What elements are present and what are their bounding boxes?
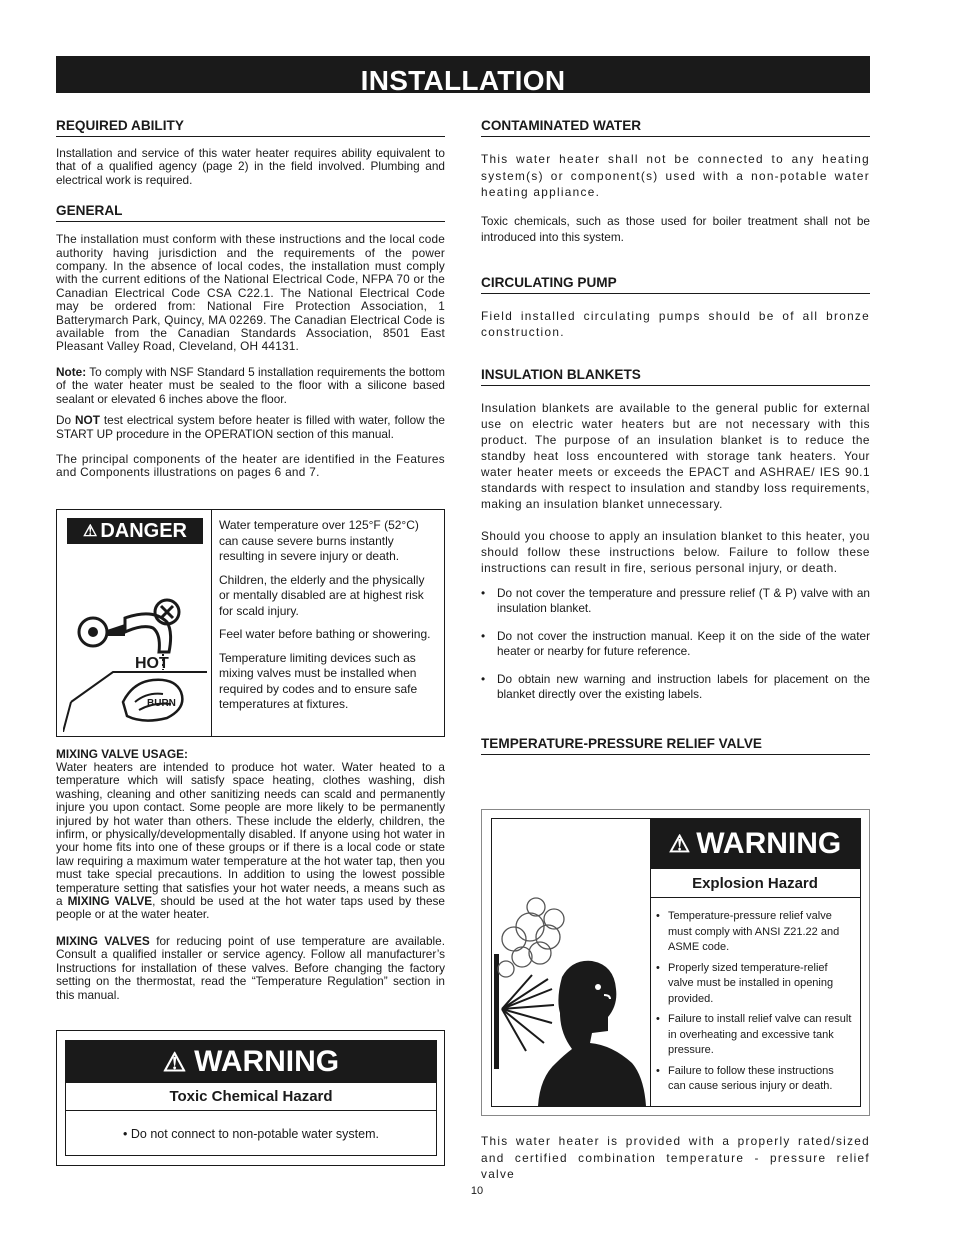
toxic-warning-label: WARNING	[194, 1045, 340, 1078]
list-item: • Failure to install relief valve can result in overheating and excessive tank pressure.	[656, 1012, 854, 1059]
bullet-text: Do not cover the instruction manual. Keep it on the side of the water heater or nearby for future reference.	[497, 628, 870, 658]
left-column	[56, 118, 445, 480]
contaminated-paragraph-1: This water heater shall not be connected to any heating system(s) or component(s) used with a non-potable water heating appliance.	[481, 152, 870, 199]
general-do-not	[56, 414, 445, 441]
page-number: 10	[470, 1185, 484, 1197]
danger-label-box	[56, 509, 445, 737]
warning-triangle-icon: ⚠	[668, 830, 691, 858]
danger-line: Temperature limiting devices such as mixing valves must be installed when required by codes and to ensure safe temperatures at fixtures.	[219, 650, 418, 711]
explosion-warning-header	[650, 819, 860, 869]
do-post: test electrical system before heater is filled with water, follow the START UP procedure in the OPERATION section of this manual.	[56, 413, 445, 441]
bullet-text: Do not cover the temperature and pressure relief (T & P) valve with an insulation blanket.	[497, 585, 870, 615]
danger-line: Feel water before bathing or showering.	[219, 627, 431, 641]
danger-divider	[211, 510, 212, 736]
note-text: To comply with NSF Standard 5 installation requirements the bottom of the water heater must be sealed to the floor with a silicone based sealant or elevated 6 inches above the floor.	[56, 364, 445, 406]
circulating-pump-heading: CIRCULATING PUMP	[481, 275, 870, 294]
mixing-paragraph-2	[56, 935, 445, 1002]
insulation-bullet-list	[481, 586, 870, 703]
do-not-bold: NOT	[75, 413, 100, 428]
hot-water-faucet-hand-illustration	[63, 552, 207, 732]
note-label: Note:	[56, 364, 87, 379]
explosion-hazard-illustration	[492, 819, 650, 1106]
warning-item-text: Failure to follow these instructions can cause serious injury or death.	[668, 1064, 834, 1092]
explosion-warning-label: WARNING	[696, 827, 842, 860]
danger-tag	[67, 518, 203, 544]
contaminated-paragraph-2: Toxic chemicals, such as those used for boiler treatment shall not be introduced into this system.	[481, 213, 870, 244]
danger-label: DANGER	[100, 519, 187, 542]
general-paragraph-4: The principal components of the heater are identified in the Features and Components illustrations on pages 6 and 7.	[56, 451, 445, 480]
insulation-blankets-heading: INSULATION BLANKETS	[481, 367, 870, 386]
hot-text: HOT	[135, 655, 169, 672]
list-item: • Properly sized temperature-relief valve must be installed in opening provided.	[656, 961, 854, 1008]
general-paragraph-1: The installation must conform with these instructions and the local code authority having jurisdiction and the requirements of the power company. In the absence of local codes, the installation must comply with the current editions of the National Electrical Code, NFPA 70 or the Canadian Electrical Code CSA C22.1. The National Electrical Code may be ordered from: National Fire Protection Association, 1 Batterymarch Park, Quincy, MA 02269. The Canadian Electrical Code is available from the Canadian Standards Association, 8501 East Pleasant Valley Road, Cleveland, OH 44131.	[56, 232, 445, 354]
mixing-valves-bold: MIXING VALVES	[56, 933, 150, 948]
mixing-valve-section	[56, 747, 445, 1002]
toxic-warning-subtitle: Toxic Chemical Hazard	[66, 1083, 436, 1111]
bullet-text: Do obtain new warning and instruction labels for placement on the blanket directly over the existing labels.	[497, 671, 870, 701]
explosion-warning-subtitle: Explosion Hazard	[650, 869, 860, 898]
danger-line: Children, the elderly and the physically or mentally disabled are at highest risk for scald injury.	[219, 572, 425, 618]
required-ability-heading: REQUIRED ABILITY	[56, 118, 445, 137]
toxic-warning-message: • Do not connect to non-potable water system.	[123, 1127, 379, 1141]
explosion-warning-inner	[491, 818, 861, 1107]
mixing-p2-text: for reducing point of use temperature are available. Consult a qualified installer or service agency. Follow all manufacturer’s Instructions for installation of these valves. Before changing the factory setting on the thermostat, read the “Temperature Regulation” section in this manual.	[56, 933, 446, 1002]
warning-triangle-icon: ⚠	[162, 1046, 187, 1077]
insulation-paragraph-1: Insulation blankets are available to the general public for external use on electric water heaters but are not necessary with this product. The purpose of an insulation blanket is to reduce the standby heat loss encountered with storage tank heaters. Your water heater meets or exceeds the EPACT and ASHRAE/ IES 90.1 standards with respect to insulation and standby loss requirements, making an insulation blanket unnecessary.	[481, 400, 870, 511]
warning-triangle-icon: ⚠	[82, 523, 98, 540]
contaminated-water-heading: CONTAMINATED WATER	[481, 118, 870, 137]
list-item: • Temperature-pressure relief valve must comply with ANSI Z21.22 and ASME code.	[656, 909, 854, 956]
toxic-warning-inner	[65, 1040, 437, 1156]
list-item: • Do not cover the instruction manual. Keep it on the side of the water heater or nearby for future reference.	[481, 628, 870, 658]
mixing-paragraph-1	[56, 761, 445, 922]
right-column	[481, 118, 870, 755]
mixing-heading: MIXING VALVE USAGE:	[56, 747, 188, 761]
insulation-paragraph-2: Should you choose to apply an insulation blanket to this heater, you should follow these instructions below. Failure to follow these instructions can result in fire, serious personal injury, or death.	[481, 528, 870, 575]
explosion-warning-box	[481, 809, 870, 1116]
tp-valve-paragraph: This water heater is provided with a properly rated/sized and certified combination temperature - pressure relief valve	[481, 1134, 870, 1181]
warning-item-text: Properly sized temperature-relief valve must be installed in opening provided.	[668, 961, 834, 1005]
list-item: • Do not cover the temperature and pressure relief (T & P) valve with an insulation blanket.	[481, 585, 870, 615]
mixing-valve-bold: MIXING VALVE	[67, 894, 153, 909]
general-note	[56, 366, 445, 406]
mixing-p1-post: , should be used at the hot water taps used by these people or at the water heater.	[56, 894, 445, 922]
required-ability-text: Installation and service of this water heater requires ability equivalent to that of a qualified agency (page 2) in the field involved. Plumbing and electrical work is required.	[56, 146, 445, 187]
page-title: INSTALLATION	[360, 64, 566, 96]
list-item: • Do obtain new warning and instruction labels for placement on the blanket directly over the existing labels.	[481, 671, 870, 701]
toxic-warning-box	[56, 1030, 445, 1166]
toxic-warning-header	[66, 1041, 436, 1083]
warning-item-text: Temperature-pressure relief valve must comply with ANSI Z21.22 and ASME code.	[668, 910, 840, 953]
explosion-warning-list	[656, 909, 854, 1100]
danger-text-list	[219, 518, 435, 721]
pump-paragraph: Field installed circulating pumps should be of all bronze construction.	[481, 308, 870, 339]
burn-text: BURN	[147, 698, 176, 709]
tp-valve-text	[481, 1133, 870, 1183]
list-item: • Failure to follow these instructions can cause serious injury or death.	[656, 1064, 854, 1095]
danger-line: Water temperature over 125°F (52°C) can cause severe burns instantly resulting in severe injury or death.	[219, 518, 419, 563]
mixing-p1-text: Water heaters are intended to produce hot water. Water heated to a temperature which will satisfy space heating, clothes washing, dish washing, cleaning and other sanitizing needs can scald and permanently injure you upon contact. Some people are more likely to be permanently injured by hot water than others. These include the elderly, children, the infirm, or physically/developmentally disabled. If anyone using hot water in your home fits into one of these groups or if there is a local code or state law requiring a maximum water temperature at the hot water tap, then you must take special precautions. In addition to using the lowest possible temperature setting that satisfies your hot water needs, a means such as a	[56, 760, 445, 909]
general-heading: GENERAL	[56, 203, 445, 222]
title-banner	[56, 56, 870, 96]
warning-item-text: Failure to install relief valve can result in overheating and excessive tank pressure.	[668, 1013, 852, 1056]
tp-valve-heading: TEMPERATURE-PRESSURE RELIEF VALVE	[481, 736, 870, 755]
do-pre: Do	[56, 413, 76, 428]
